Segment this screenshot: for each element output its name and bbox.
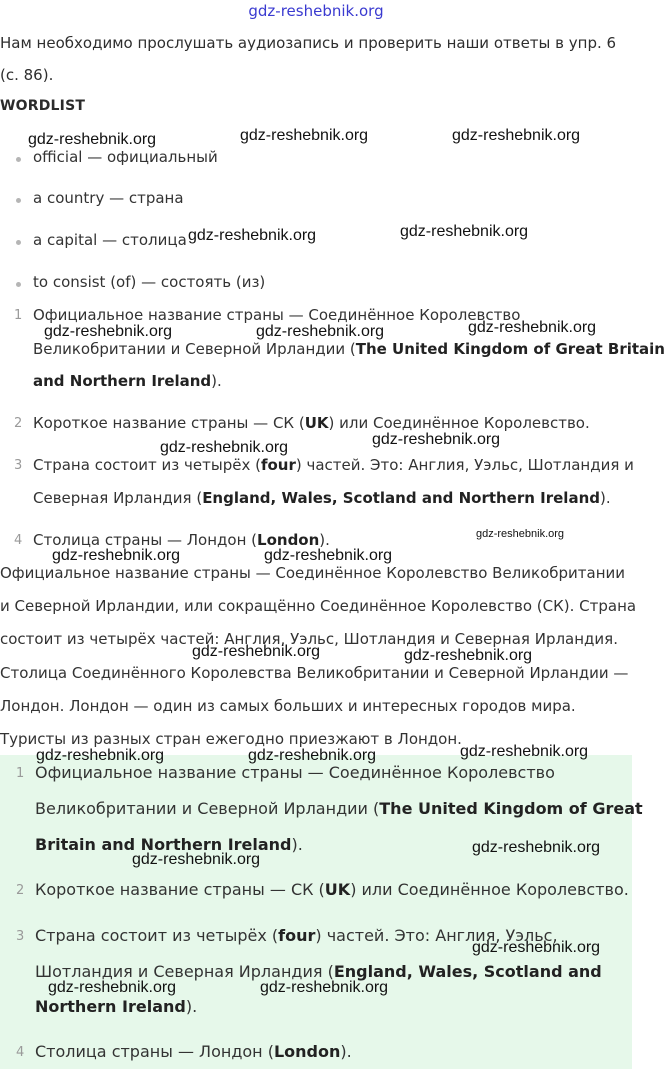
answer-1-line-1: Официальное название страны — Соединённое Королевство: [33, 306, 521, 324]
list-number: 4: [16, 1045, 25, 1060]
watermark: gdz-reshebnik.org: [48, 979, 177, 996]
watermark: gdz-reshebnik.org: [404, 647, 533, 664]
answer-1-text: ).: [211, 372, 222, 390]
box-answer-2-bold: UK: [324, 880, 351, 899]
watermark: gdz-reshebnik.org: [452, 127, 581, 144]
bullet-icon: [16, 157, 21, 162]
watermark: gdz-reshebnik.org: [28, 131, 157, 148]
intro-line-1: Нам необходимо прослушать аудиозапись и проверить наши ответы в упр. 6: [0, 34, 617, 52]
answer-3-text: Северная Ирландия (: [33, 489, 203, 507]
watermark: gdz-reshebnik.org: [468, 319, 597, 336]
paragraph-line: Официальное название страны — Соединённое Королевство Великобритании: [0, 564, 626, 582]
box-answer-1-text: Великобритании и Северной Ирландии (: [35, 799, 380, 818]
box-answer-1-text: ).: [291, 835, 303, 854]
watermark: gdz-reshebnik.org: [192, 643, 321, 660]
watermark: gdz-reshebnik.org: [160, 439, 289, 456]
box-answer-1-bold: The United Kingdom of Great: [379, 799, 643, 818]
box-answer-4-text: Столица страны — Лондон (: [35, 1042, 274, 1061]
box-answer-3-line-3: [35, 997, 197, 1016]
answer-3-text: ) частей. Это: Англия, Уэльс, Шотландия и: [295, 456, 634, 474]
box-answer-1-line-2: [35, 799, 643, 818]
box-answer-3-bold: England, Wales, Scotland and: [333, 962, 602, 981]
answer-1-line-2: [33, 340, 665, 358]
box-answer-3-text: ) частей. Это: Англия, Уэльс,: [315, 926, 558, 945]
wordlist-heading: WORDLIST: [0, 98, 86, 114]
list-number: 3: [16, 929, 25, 944]
box-answer-3-bold: Northern Ireland: [35, 997, 186, 1016]
answer-1-bold: The United Kingdom of Great Britain: [355, 340, 665, 358]
box-answer-1-bold: Britain and Northern Ireland: [35, 835, 292, 854]
list-number: 1: [16, 766, 25, 781]
watermark: gdz-reshebnik.org: [132, 851, 261, 868]
list-number: 1: [14, 308, 23, 323]
paragraph-line: Туристы из разных стран ежегодно приезжают в Лондон.: [0, 730, 462, 748]
answer-3-line-2: [33, 489, 611, 507]
wordlist-item: official — официальный: [33, 148, 218, 166]
watermark: gdz-reshebnik.org: [472, 839, 601, 856]
list-number: 2: [16, 883, 25, 898]
answer-3-line-1: [33, 456, 634, 474]
paragraph-line: Столица Соединённого Королевства Великобритании и Северной Ирландии —: [0, 664, 629, 682]
watermark: gdz-reshebnik.org: [460, 743, 589, 760]
box-answer-4-bold: London: [273, 1042, 341, 1061]
watermark: gdz-reshebnik.org: [36, 747, 165, 764]
paragraph-line: и Северной Ирландии, или сокращённо Соединённое Королевство (СК). Страна: [0, 597, 637, 615]
bullet-icon: [16, 240, 21, 245]
box-answer-3-text: ).: [185, 997, 198, 1016]
watermark: gdz-reshebnik.org: [400, 223, 529, 240]
watermark: gdz-reshebnik.org: [476, 528, 565, 540]
answer-2-line: [33, 414, 590, 432]
bullet-icon: [16, 198, 21, 203]
box-answer-4-text: ).: [340, 1042, 352, 1061]
watermark: gdz-reshebnik.org: [472, 939, 601, 956]
watermark: gdz-reshebnik.org: [264, 547, 393, 564]
watermark: gdz-reshebnik.org: [44, 323, 173, 340]
wordlist-item: a capital — столица: [33, 231, 187, 249]
watermark: gdz-reshebnik.org: [260, 979, 389, 996]
answer-3-text: Страна состоит из четырёх (: [33, 456, 261, 474]
list-number: 2: [14, 416, 23, 431]
wordlist-item: a country — страна: [33, 189, 184, 207]
intro-line-2: (с. 86).: [0, 66, 54, 84]
watermark: gdz-reshebnik.org: [240, 127, 369, 144]
box-answer-2-text: Короткое название страны — СК (: [35, 880, 325, 899]
list-number: 3: [14, 458, 23, 473]
box-answer-4-line: [35, 1042, 352, 1061]
paragraph-line: Лондон. Лондон — один из самых больших и интересных городов мира.: [0, 697, 576, 715]
answer-3-bold: four: [260, 456, 296, 474]
box-answer-3-bold: four: [278, 926, 316, 945]
box-answer-2-text: ) или Соединённое Королевство.: [350, 880, 629, 899]
answer-4-text: ).: [319, 531, 330, 549]
box-answer-1-line-1: Официальное название страны — Соединённое Королевство: [35, 763, 555, 782]
bullet-icon: [16, 282, 21, 287]
paragraph-line: состоит из четырёх частей: Англия, Уэльс, Шотландия и Северная Ирландия.: [0, 630, 618, 648]
answer-2-text: ) или Соединённое Королевство.: [328, 414, 590, 432]
answer-2-bold: UK: [304, 414, 329, 432]
watermark: gdz-reshebnik.org: [248, 747, 377, 764]
watermark: gdz-reshebnik.org: [256, 323, 385, 340]
box-answer-3-text: Страна состоит из четырёх (: [35, 926, 279, 945]
answer-2-text: Короткое название страны — СК (: [33, 414, 305, 432]
list-number: 4: [14, 533, 23, 548]
watermark: gdz-reshebnik.org: [188, 227, 317, 244]
wordlist-item: to consist (of) — состоять (из): [33, 273, 266, 291]
box-answer-3-text: Шотландия и Северная Ирландия (: [35, 962, 334, 981]
answer-1-line-3: [33, 372, 222, 390]
answer-4-text: Столица страны — Лондон (: [33, 531, 258, 549]
watermark: gdz-reshebnik.org: [52, 547, 181, 564]
watermark: gdz-reshebnik.org: [372, 431, 501, 448]
site-header-link[interactable]: gdz-reshebnik.org: [248, 2, 384, 20]
box-answer-2-line: [35, 880, 629, 899]
answer-1-text: Великобритании и Северной Ирландии (: [33, 340, 356, 358]
answer-4-bold: London: [257, 531, 320, 549]
answer-3-bold: England, Wales, Scotland and Northern Ireland: [202, 489, 600, 507]
answer-1-bold: and Northern Ireland: [33, 372, 212, 390]
answer-3-text: ).: [600, 489, 611, 507]
